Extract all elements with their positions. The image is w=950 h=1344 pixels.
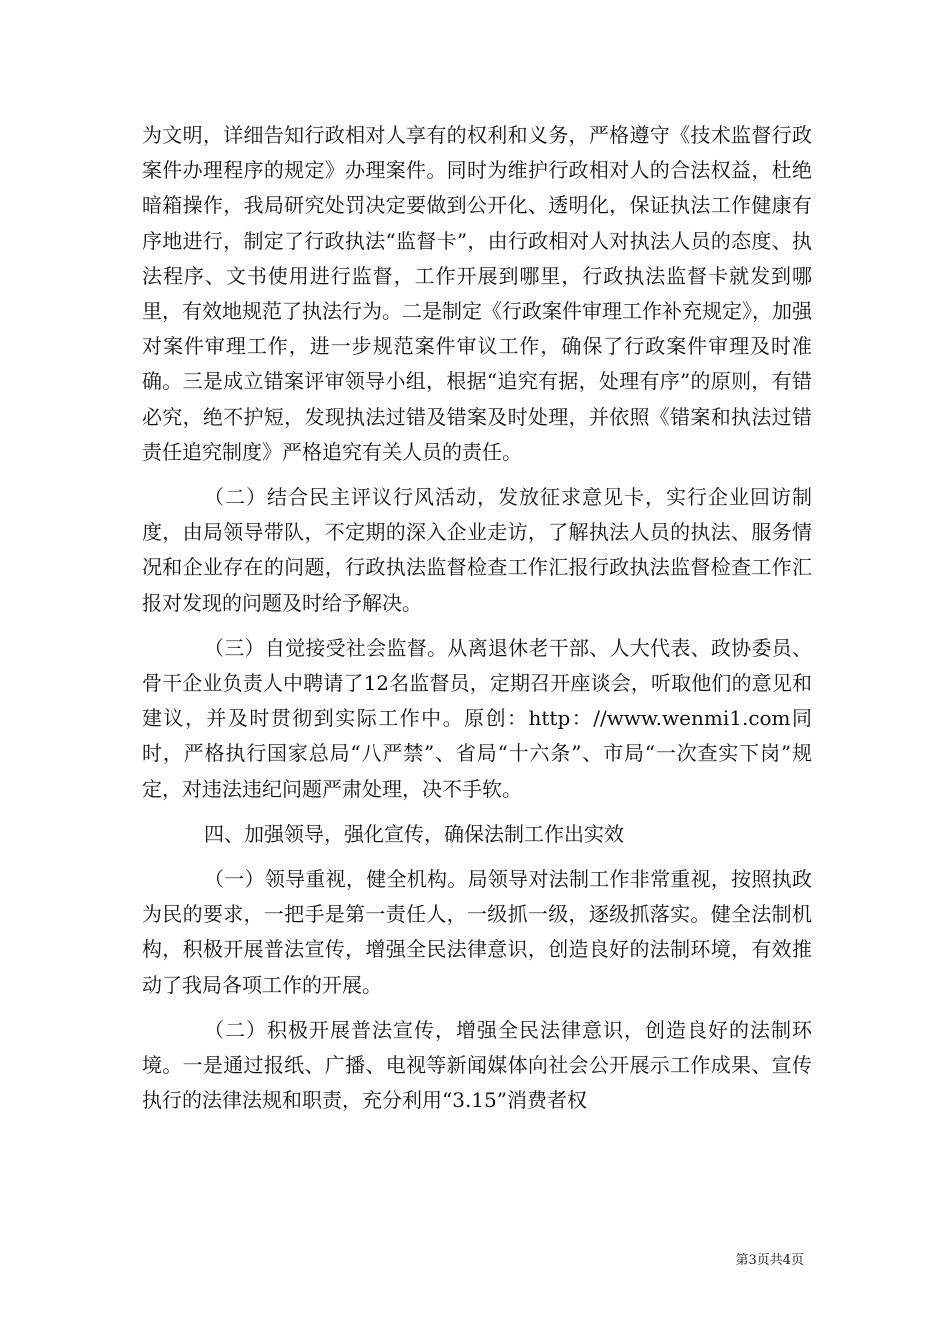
paragraph-continuation: 为文明，详细告知行政相对人享有的权利和义务，严格遵守《技术监督行政案件办理程序的规定》办理案件。同时为维护行政相对人的合法权益，杜绝暗箱操作，我局研究处罚决定要做到公开化、透明化，保证执法工作健康有序地进行，制定了行政执法“监督卡”，由行政相对人对执法人员的态度、执法程序、文书使用进行监督，工作开展到哪里，行政执法监督卡就发到哪里，有效地规范了执法行为。二是制定《行政案件审理工作补充规定》，加强对案件审理工作，进一步规范案件审议工作，确保了行政案件审理及时准确。三是成立错案评审领导小组，根据“追究有据，处理有序”的原则，有错必究，绝不护短，发现执法过错及错案及时处理，并依照《错案和执法过错责任追究制度》严格追究有关人员的责任。 xyxy=(142,123,812,464)
paragraph-section-2: （二）结合民主评议行风活动，发放征求意见卡，实行企业回访制度，由局领导带队，不定期的深入企业走访，了解执法人员的执法、服务情况和企业存在的问题，行政执法监督检查工作汇报行政执法监督检查工作汇报对发现的问题及时给予解决。 xyxy=(142,485,812,615)
document-body xyxy=(142,118,812,1118)
section-heading: 四、加强领导，强化宣传，确保法制工作出实效 xyxy=(204,821,624,846)
paragraph-section-3: （三）自觉接受社会监督。从离退休老干部、人大代表、政协委员、骨干企业负责人中聘请了12名监督员，定期召开座谈会，听取他们的意见和建议，并及时贯彻到实际工作中。原创：http：//www.wenmi1.com同时，严格执行国家总局“八严禁”、省局“十六条”、市局“一次查实下岗”规定，对违法违纪问题严肃处理，决不手软。 xyxy=(142,635,812,801)
paragraph-subsection-2: （二）积极开展普法宣传，增强全民法律意识，创造良好的法制环境。一是通过报纸、广播、电视等新闻媒体向社会公开展示工作成果、宣传执行的法律法规和职责，充分利用“3.15”消费者权 xyxy=(142,1017,812,1113)
paragraph-subsection-1: （一）领导重视，健全机构。局领导对法制工作非常重视，按照执政为民的要求，一把手是第一责任人，一级抓一级，逐级抓落实。健全法制机构，积极开展普法宣传，增强全民法律意识，创造良好的法制环境，有效推动了我局各项工作的开展。 xyxy=(142,867,812,997)
page-number: 第3页共4页 xyxy=(735,1253,804,1268)
